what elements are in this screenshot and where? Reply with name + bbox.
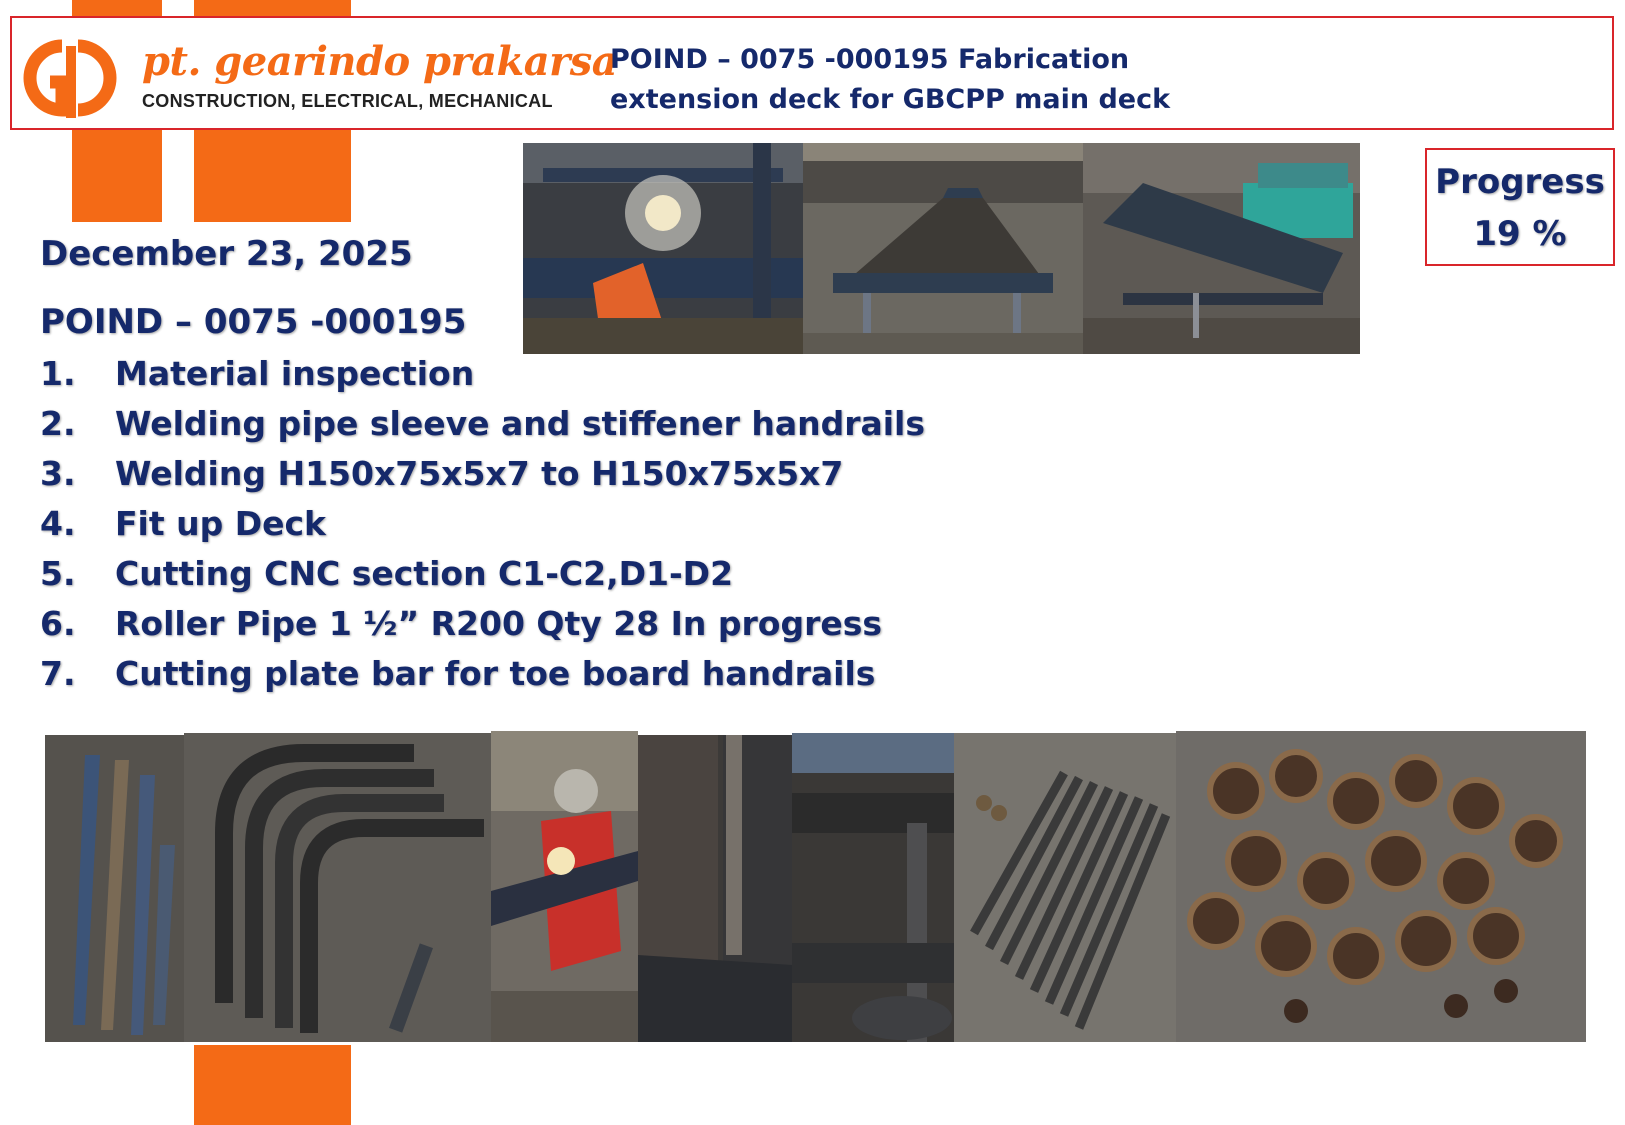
- progress-label: Progress: [1435, 162, 1605, 202]
- progress-value: 19 %: [1473, 214, 1567, 254]
- company-name: pt. gearindo prakarsa: [142, 38, 618, 85]
- report-date: December 23, 2025: [40, 234, 413, 274]
- top-photo-strip: [523, 143, 1360, 354]
- task-text: Welding pipe sleeve and stiffener handrails: [115, 404, 926, 443]
- task-text: Cutting plate bar for toe board handrails: [115, 654, 876, 693]
- task-text: Material inspection: [115, 354, 475, 393]
- header-title-line2: extension deck for GBCPP main deck: [610, 84, 1171, 115]
- photo-welder: [491, 731, 638, 1042]
- task-text: Fit up Deck: [115, 504, 327, 543]
- task-number: 7.: [40, 654, 76, 693]
- task-text: Welding H150x75x5x7 to H150x75x5x7: [115, 454, 844, 493]
- progress-box: [1425, 148, 1615, 266]
- photo-pipe-rings: [1176, 731, 1586, 1042]
- task-text: Roller Pipe 1 ½” R200 Qty 28 In progress: [115, 604, 883, 643]
- photo-workshop-machine: [1083, 143, 1360, 354]
- photo-pipe-sleeves-bundle: [954, 733, 1176, 1042]
- company-tagline: CONSTRUCTION, ELECTRICAL, MECHANICAL: [142, 91, 553, 111]
- photo-bent-pipes: [184, 733, 491, 1042]
- photo-welding-frame: [523, 143, 803, 354]
- task-number: 4.: [40, 504, 76, 543]
- po-number: POIND – 0075 -000195: [40, 302, 467, 342]
- photo-h-beam-joint: [792, 733, 954, 1042]
- photo-weld-seam: [638, 735, 792, 1042]
- task-number: 2.: [40, 404, 76, 443]
- photo-plate-bars: [45, 735, 184, 1042]
- task-number: 1.: [40, 354, 76, 393]
- company-logo-icon: [22, 38, 118, 118]
- task-number: 5.: [40, 554, 76, 593]
- header-banner: [10, 16, 1614, 130]
- task-number: 3.: [40, 454, 76, 493]
- header-title-line1: POIND – 0075 -000195 Fabrication: [610, 44, 1130, 75]
- orange-stripe-bottom: [194, 1045, 351, 1125]
- task-number: 6.: [40, 604, 76, 643]
- photo-deck-rows: [803, 143, 1083, 354]
- header-title: [610, 40, 1410, 120]
- task-text: Cutting CNC section C1-C2,D1-D2: [115, 554, 734, 593]
